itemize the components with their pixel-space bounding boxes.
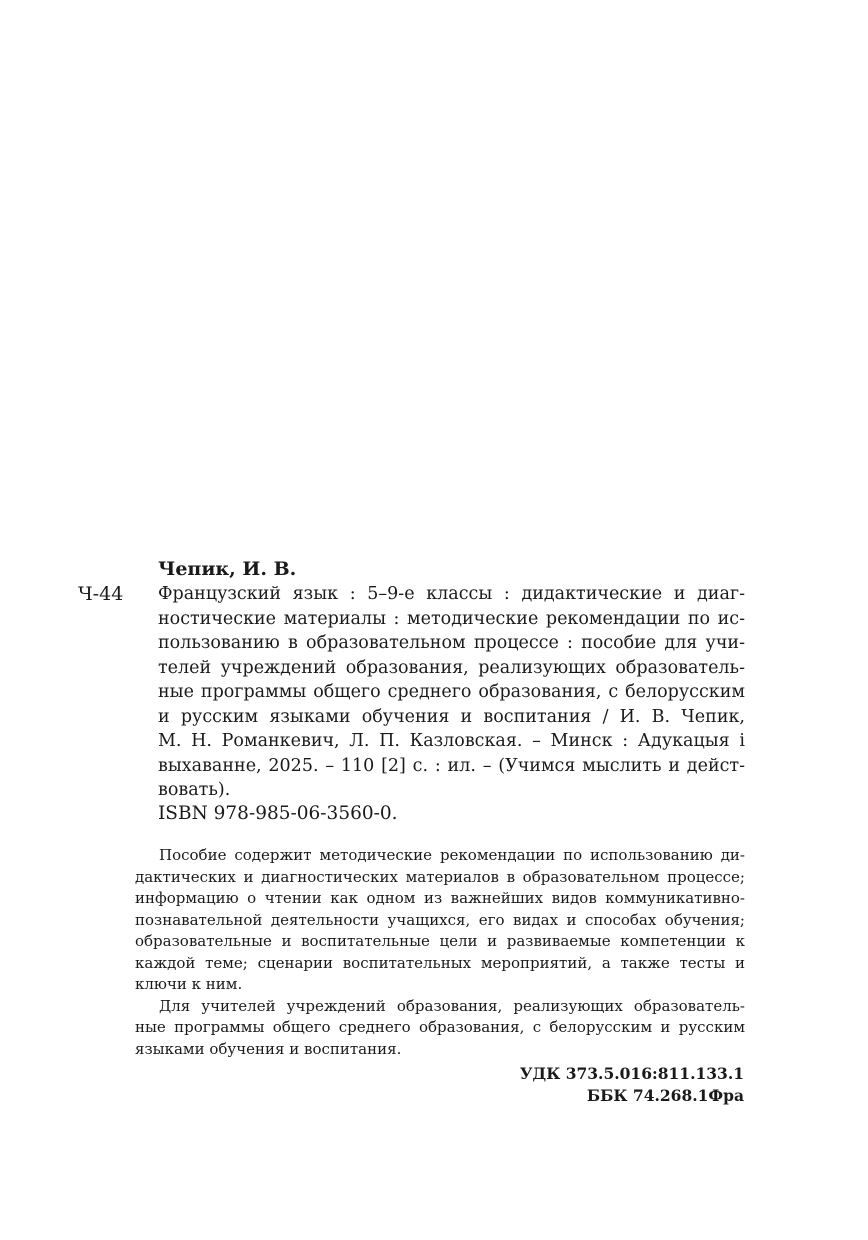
description-line: Французский язык : 5–9-е классы : дидактические и диаг-	[158, 584, 745, 604]
annotation-line: ные программы общего среднего образования, с белорусским и русским	[135, 1018, 745, 1036]
annotation-line: Пособие содержит методические рекомендации по использованию ди-	[159, 846, 745, 864]
description-line: выхаванне, 2025. – 110 [2] с. : ил. – (Учимся мыслить и дейст-	[158, 755, 745, 776]
description-line: и русским языками обучения и воспитания / И. В. Чепик,	[158, 706, 745, 727]
annotation-line: языками обучения и воспитания.	[135, 1039, 402, 1058]
annotation-line: информацию о чтении как одном из важнейших видов коммуникативно-	[135, 889, 745, 907]
classification-indexes	[520, 1063, 744, 1106]
shelf-code: Ч-44	[78, 583, 124, 605]
description-line: М. Н. Романкевич, Л. П. Казловская. – Минск : Адукацыя і	[158, 731, 745, 751]
annotation-line: ключи к ним.	[135, 975, 243, 993]
author-heading: Чепик, И. В.	[158, 558, 297, 580]
annotation-line: Для учителей учреждений образования, реализующих образователь-	[159, 996, 745, 1015]
annotation-line: познавательной деятельности учащихся, его видах и способах обучения;	[135, 910, 745, 929]
annotation-line: каждой теме; сценарии воспитательных мероприятий, а также тесты и	[135, 953, 745, 972]
udk-index: УДК 373.5.016:811.133.1	[519, 1064, 744, 1083]
annotation-line: образовательные и воспитательные цели и развиваемые компетенции к	[135, 932, 745, 950]
description-line: телей учреждений образования, реализующих образователь-	[158, 657, 745, 678]
annotation-line: дактических и диагностических материалов в образовательном процессе;	[135, 867, 745, 886]
bibliographic-description	[158, 582, 745, 803]
description-line: ностические материалы : методические рекомендации по ис-	[158, 608, 745, 629]
isbn: ISBN 978-985-06-3560-0.	[158, 803, 398, 824]
annotation	[135, 845, 745, 1060]
description-line: ные программы общего среднего образования, с белорусским	[158, 682, 745, 702]
description-line: вовать).	[158, 780, 231, 800]
description-line: пользованию в образовательном процессе : пособие для учи-	[158, 633, 745, 653]
bbk-index: ББК 74.268.1Фра	[586, 1085, 744, 1105]
